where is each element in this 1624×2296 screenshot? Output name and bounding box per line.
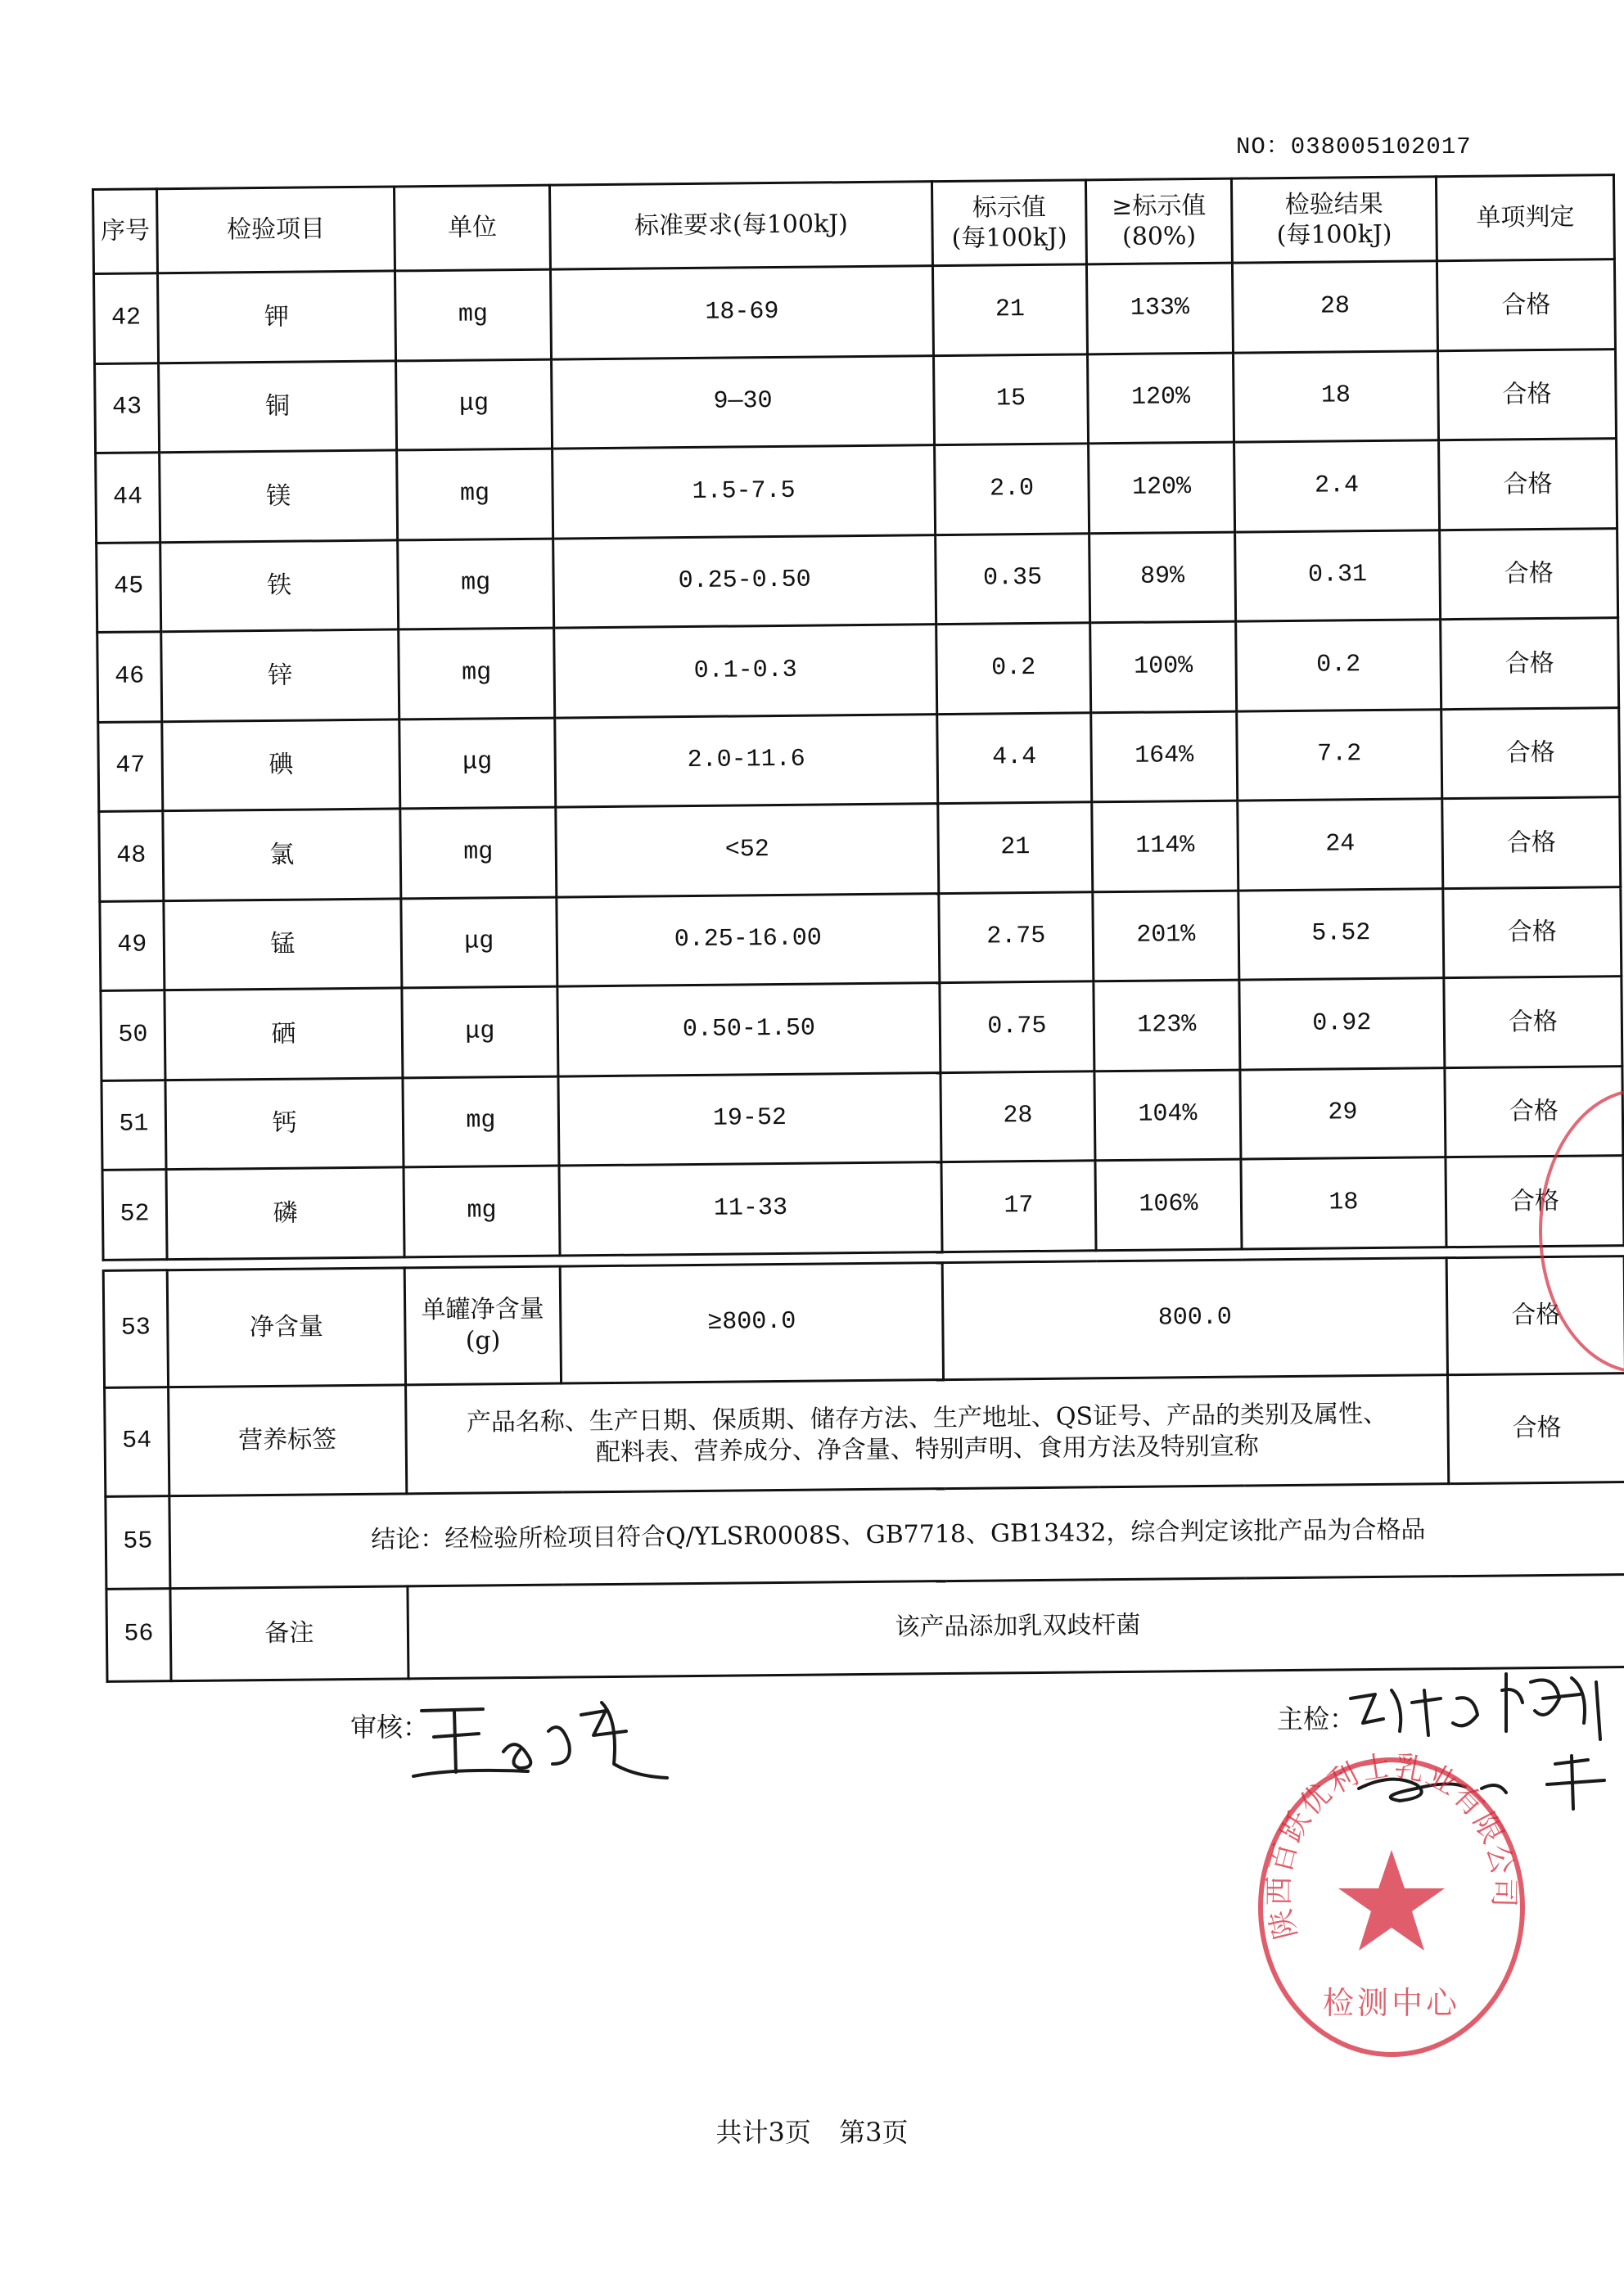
cell-result: 0.2: [1236, 620, 1441, 711]
cell-unit: mg: [395, 269, 551, 360]
cell-seq: 49: [100, 900, 165, 990]
cell-percent: 123%: [1094, 980, 1240, 1071]
table-row-conclusion: [106, 1482, 1624, 1589]
cell-unit: μg: [402, 986, 558, 1077]
cell-item: 营养标签: [169, 1384, 407, 1495]
table-row: [94, 259, 1616, 363]
cell-item: 备注: [170, 1586, 408, 1680]
cell-label-value: 15: [934, 354, 1089, 444]
header-result: 检验结果 (每100kJ): [1231, 177, 1437, 263]
cell-judgement: 合格: [1439, 439, 1617, 530]
cell-item: 氯: [163, 809, 401, 900]
cell-seq: 50: [101, 990, 165, 1080]
cell-judgement: 合格: [1437, 259, 1615, 351]
cell-standard: 11-33: [559, 1162, 942, 1256]
cell-seq: 51: [102, 1080, 166, 1170]
cell-seq: 52: [102, 1170, 167, 1260]
total-pages: 共计3页: [715, 2117, 811, 2148]
cell-percent: 120%: [1089, 442, 1235, 533]
cell-result: 18: [1241, 1157, 1446, 1249]
cell-standard: 1.5-7.5: [553, 445, 936, 539]
cell-item: 锰: [164, 898, 402, 990]
table-header: [93, 175, 1615, 274]
table-row-net-content: [103, 1256, 1624, 1387]
header-unit: 单位: [394, 185, 550, 271]
cell-unit: mg: [399, 628, 555, 719]
report-number: NO：038005102017: [1236, 133, 1472, 160]
cell-item: 碘: [162, 719, 400, 810]
cell-seq: 42: [94, 273, 159, 363]
cell-item: 磷: [166, 1167, 404, 1259]
cell-label-value: 0.75: [940, 981, 1094, 1072]
cell-seq: 45: [97, 542, 161, 632]
cell-result: 2.4: [1234, 440, 1440, 532]
cell-standard: 18-69: [550, 266, 933, 359]
cell-judgement: 合格: [1442, 797, 1621, 889]
cell-standard: 19-52: [558, 1072, 941, 1166]
cell-unit: mg: [398, 539, 554, 629]
table-row: [95, 349, 1617, 453]
header-judgement: 单项判定: [1436, 175, 1614, 261]
cell-result: 28: [1232, 261, 1437, 353]
cell-item: 铜: [159, 360, 397, 452]
cell-conclusion: 结论：经检验所检项目符合Q/YLSR0008S、GB7718、GB13432，综合判定该批产品为合格品: [169, 1482, 1624, 1588]
cell-judgement: 合格: [1443, 886, 1622, 978]
cell-judgement: 合格: [1445, 1066, 1623, 1157]
cell-item: 钙: [165, 1077, 404, 1169]
header-item: 检验项目: [157, 187, 395, 273]
cell-result: 7.2: [1237, 709, 1442, 801]
table-row: [99, 797, 1621, 901]
header-seq: 序号: [93, 189, 158, 274]
cell-unit: mg: [397, 449, 553, 539]
cell-standard: <52: [556, 804, 939, 897]
cell-percent: 120%: [1087, 353, 1234, 444]
cell-item: 硒: [165, 988, 403, 1080]
cell-seq: 54: [105, 1387, 169, 1496]
table-row: [100, 886, 1622, 990]
inspector-label: 主检：: [1277, 1703, 1356, 1734]
current-page: 第3页: [839, 2117, 909, 2148]
cell-remark: 该产品添加乳双歧杆菌: [408, 1574, 1624, 1678]
table-row: [101, 977, 1622, 1080]
cell-seq: 46: [97, 632, 162, 722]
cell-judgement: 合格: [1444, 977, 1622, 1068]
cell-unit: μg: [399, 718, 556, 809]
cell-judgement: 合格: [1437, 349, 1616, 440]
table-row: [96, 439, 1617, 543]
cell-seq: 55: [106, 1495, 170, 1589]
header-label-value: 标示值 (每100kJ): [932, 180, 1086, 266]
cell-seq: 47: [98, 721, 163, 811]
table-row: [102, 1156, 1624, 1260]
cell-result: 24: [1238, 799, 1443, 891]
cell-standard: ≥800.0: [560, 1262, 943, 1383]
table-row: [97, 528, 1618, 632]
company-stamp: [1248, 1748, 1535, 2067]
cell-standard: 9—30: [552, 355, 935, 449]
cell-percent: 89%: [1089, 532, 1236, 623]
cell-label-value: 21: [938, 802, 1093, 893]
cell-result: 800.0: [942, 1257, 1447, 1379]
cell-unit: mg: [400, 807, 557, 898]
cell-result: 0.31: [1235, 530, 1441, 621]
cell-label-value: 4.4: [937, 712, 1092, 803]
cell-unit: μg: [401, 897, 557, 988]
cell-label-value: 0.35: [936, 533, 1090, 624]
cell-item: 铁: [160, 539, 399, 631]
svg-text:陕西百跃优利士乳业有限公司: 陕西百跃优利士乳业有限公司: [1262, 1748, 1521, 1942]
cell-result: 29: [1240, 1067, 1446, 1159]
cell-standard: 0.25-16.00: [557, 893, 940, 986]
page-footer: [0, 2112, 1624, 2149]
cell-item: 净含量: [167, 1267, 405, 1387]
cell-judgement: 合格: [1440, 528, 1618, 620]
cell-seq: 53: [103, 1270, 168, 1387]
cell-judgement: 合格: [1441, 707, 1620, 799]
cell-seq: 56: [106, 1588, 171, 1681]
cell-label-value: 21: [932, 264, 1087, 355]
inspection-table: [92, 174, 1624, 1682]
cell-percent: 114%: [1092, 801, 1238, 891]
cell-percent: 133%: [1086, 263, 1233, 354]
cell-result: 5.52: [1238, 888, 1444, 980]
table-row: [97, 618, 1619, 722]
cell-judgement: 合格: [1441, 618, 1619, 710]
reviewer-label: 审核：: [350, 1712, 430, 1743]
table-row-nutrition-label: [105, 1373, 1624, 1496]
cell-seq: 43: [95, 363, 160, 453]
reviewer-signature: [405, 1686, 675, 1793]
cell-label-content: 产品名称、生产日期、保质期、储存方法、生产地址、QS证号、产品的类别及属性、 配料表、营养成分、净含量、特别声明、食用方法及特别宣称: [406, 1374, 1449, 1493]
cell-judgement: 合格: [1446, 1256, 1624, 1374]
cell-seq: 44: [96, 453, 160, 543]
cell-unit: 单罐净含量 (g): [404, 1266, 561, 1385]
table-row: [98, 707, 1620, 811]
cell-unit: mg: [404, 1166, 560, 1256]
cell-standard: 0.1-0.3: [554, 625, 937, 718]
cell-label-value: 0.2: [936, 623, 1091, 714]
cell-label-value: 17: [941, 1161, 1096, 1252]
cell-result: 0.92: [1239, 978, 1445, 1070]
cell-item: 镁: [160, 450, 398, 542]
table-row: [102, 1066, 1623, 1170]
cell-standard: 0.25-0.50: [553, 535, 936, 628]
header-standard: 标准要求(每100kJ): [549, 182, 932, 269]
cell-judgement: 合格: [1446, 1156, 1624, 1247]
cell-percent: 201%: [1093, 891, 1239, 981]
cell-standard: 2.0-11.6: [555, 714, 938, 807]
cell-unit: μg: [396, 359, 553, 450]
cell-percent: 164%: [1091, 711, 1238, 802]
cell-unit: mg: [403, 1076, 559, 1167]
cell-percent: 104%: [1094, 1070, 1241, 1161]
cell-percent: 106%: [1095, 1159, 1242, 1250]
header-percent: ≥标示值 (80%): [1085, 178, 1232, 264]
cell-percent: 100%: [1090, 621, 1237, 712]
cell-judgement: 合格: [1447, 1373, 1624, 1483]
cell-item: 钾: [157, 271, 395, 363]
svg-text:检测中心: 检测中心: [1322, 1985, 1461, 2021]
cell-label-value: 2.0: [935, 444, 1089, 535]
cell-standard: 0.50-1.50: [557, 983, 941, 1076]
cell-result: 18: [1233, 350, 1438, 442]
cell-item: 锌: [161, 629, 399, 721]
cell-seq: 48: [99, 811, 164, 901]
cell-label-value: 2.75: [939, 891, 1094, 982]
cell-label-value: 28: [941, 1071, 1095, 1162]
